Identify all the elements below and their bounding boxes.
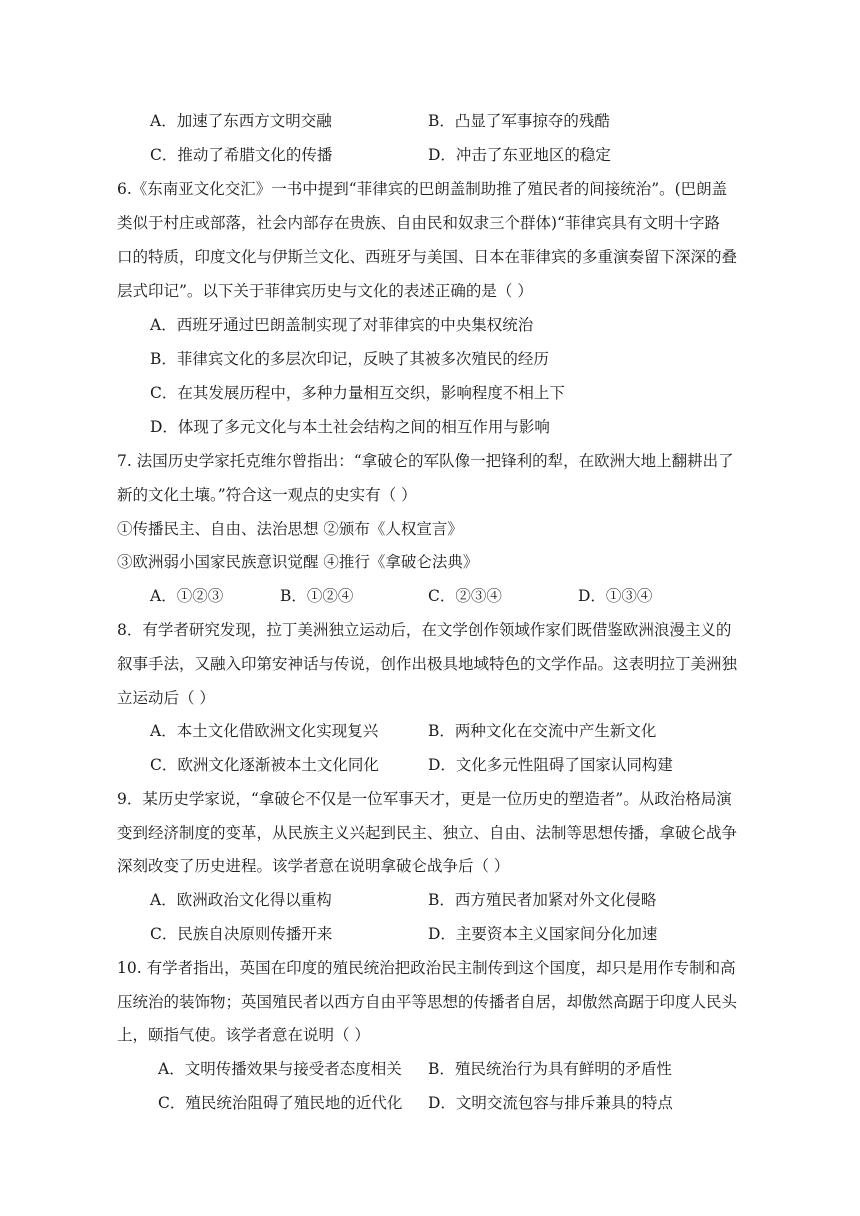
q7-option-b: B．①②④ bbox=[280, 587, 354, 605]
q6-option-a: A．西班牙通过巴朗盖制实现了对菲律宾的中央集权统治 bbox=[150, 316, 534, 334]
q9-option-d: D．主要资本主义国家间分化加速 bbox=[428, 925, 658, 943]
q8-option-a: A．本土文化借欧洲文化实现复兴 bbox=[150, 722, 379, 740]
q7-items-line: ①传播民主、自由、法治思想 ②颁布《人权宣言》 bbox=[117, 520, 463, 538]
q10-option-c: C．殖民统治阻碍了殖民地的近代化 bbox=[158, 1094, 403, 1112]
q10-option-d: D．文明交流包容与排斥兼具的特点 bbox=[428, 1094, 673, 1112]
q5-option-c: C．推动了希腊文化的传播 bbox=[150, 146, 333, 164]
q9-stem-line: 9．某历史学家说，“拿破仑不仅是一位军事天才，更是一位历史的塑造者”。从政治格局演 bbox=[117, 790, 732, 808]
q6-option-b: B．菲律宾文化的多层次印记，反映了其被多次殖民的经历 bbox=[150, 350, 549, 368]
q6-stem-line: 口的特质，印度文化与伊斯兰文化、西班牙与美国、日本在菲律宾的多重演奏留下深深的叠 bbox=[117, 248, 738, 266]
q5-option-b: B．凸显了军事掠夺的残酷 bbox=[428, 112, 610, 130]
q9-option-c: C．民族自决原则传播开来 bbox=[150, 925, 333, 943]
q5-option-d: D．冲击了东亚地区的稳定 bbox=[428, 146, 611, 164]
q7-option-a: A．①②③ bbox=[150, 587, 224, 605]
q8-stem-line: 8．有学者研究发现，拉丁美洲独立运动后，在文学创作领域作家们既借鉴欧洲浪漫主义的 bbox=[117, 621, 732, 639]
q6-option-c: C．在其发展历程中，多种力量相互交织，影响程度不相上下 bbox=[150, 384, 565, 402]
q6-option-d: D．体现了多元文化与本土社会结构之间的相互作用与影响 bbox=[150, 418, 550, 436]
q10-option-a: A．文明传播效果与接受者态度相关 bbox=[158, 1060, 402, 1078]
q10-stem-line: 10. 有学者指出，英国在印度的殖民统治把政治民主制传到这个国度，却只是用作专制和高 bbox=[117, 959, 736, 977]
q7-stem-line: 7. 法国历史学家托克维尔曾指出：“拿破仑的军队像一把锋利的犁，在欧洲大地上翻耕出了 bbox=[117, 452, 734, 470]
q9-option-b: B．西方殖民者加紧对外文化侵略 bbox=[428, 891, 657, 909]
q5-option-a: A．加速了东西方文明交融 bbox=[150, 112, 332, 130]
q10-stem-line: 压统治的装饰物；英国殖民者以西方自由平等思想的传播者自居，却傲然高踞于印度人民头 bbox=[117, 993, 738, 1011]
q7-option-c: C．②③④ bbox=[428, 587, 502, 605]
q6-stem-line: 类似于村庄或部落，社会内部存在贵族、自由民和奴隶三个群体)“菲律宾具有文明十字路 bbox=[117, 214, 720, 232]
q8-option-c: C．欧洲文化逐渐被本土文化同化 bbox=[150, 756, 379, 774]
q9-option-a: A．欧洲政治文化得以重构 bbox=[150, 891, 332, 909]
q7-stem-line: 新的文化土壤。”符合这一观点的史实有（ ） bbox=[117, 486, 417, 504]
q8-option-d: D．文化多元性阻碍了国家认同构建 bbox=[428, 756, 673, 774]
q9-stem-line: 深刻改变了历史进程。该学者意在说明拿破仑战争后（ ） bbox=[117, 857, 510, 875]
q10-stem-line: 上，颐指气使。该学者意在说明（ ） bbox=[117, 1026, 370, 1044]
q9-stem-line: 变到经济制度的变革，从民族主义兴起到民主、独立、自由、法制等思想传播，拿破仑战争 bbox=[117, 824, 738, 842]
q10-option-b: B．殖民统治行为具有鲜明的矛盾性 bbox=[428, 1060, 672, 1078]
q6-stem-line: 层式印记”。以下关于菲律宾历史与文化的表述正确的是（ ） bbox=[117, 282, 533, 300]
q7-option-d: D．①③④ bbox=[578, 587, 653, 605]
q8-stem-line: 叙事手法，又融入印第安神话与传说，创作出极具地域特色的文学作品。这表明拉丁美洲独 bbox=[117, 655, 738, 673]
q8-option-b: B．两种文化在交流中产生新文化 bbox=[428, 722, 657, 740]
q8-stem-line: 立运动后（ ） bbox=[117, 689, 215, 707]
q6-stem-line: 6.《东南亚文化交汇》一书中提到“菲律宾的巴朗盖制助推了殖民者的间接统治”。(巴朗盖 bbox=[117, 180, 728, 198]
q7-items-line: ③欧洲弱小国家民族意识觉醒 ④推行《拿破仑法典》 bbox=[117, 553, 479, 571]
